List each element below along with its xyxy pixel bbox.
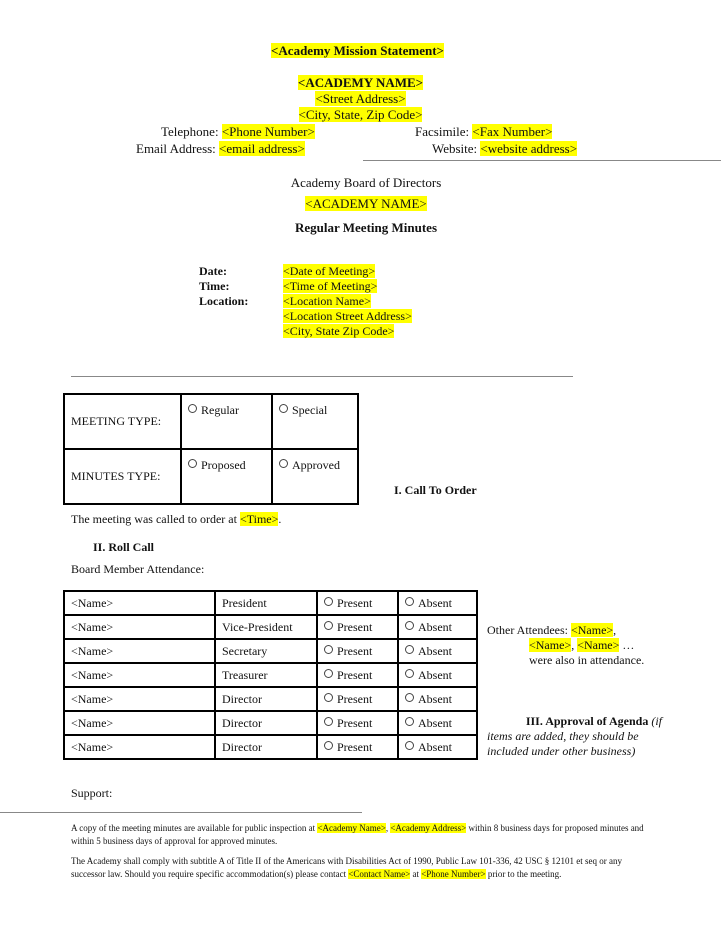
roll-call-row <box>64 615 477 639</box>
roll-call-table <box>63 590 478 760</box>
option-present[interactable]: Present <box>317 735 398 759</box>
agenda-heading: III. Approval of Agenda <box>525 714 649 728</box>
member-role: President <box>215 591 317 615</box>
city-state-zip: <City, State, Zip Code> <box>298 107 423 122</box>
minutes-type-label: MINUTES TYPE: <box>64 449 181 504</box>
roll-call-row <box>64 663 477 687</box>
academy-address-block <box>0 75 721 123</box>
roll-call-row <box>64 591 477 615</box>
radio-icon[interactable] <box>405 597 414 606</box>
member-role: Director <box>215 711 317 735</box>
radio-icon[interactable] <box>324 669 333 678</box>
member-name: <Name> <box>64 591 215 615</box>
footer-academy-name: <Academy Name> <box>317 823 386 833</box>
radio-icon[interactable] <box>279 459 288 468</box>
info-divider <box>71 376 573 377</box>
support-label: Support: <box>71 786 113 800</box>
option-absent[interactable]: Absent <box>398 687 477 711</box>
roll-call-row <box>64 735 477 759</box>
radio-icon[interactable] <box>324 645 333 654</box>
time-label: Time: <box>199 279 230 293</box>
radio-icon[interactable] <box>279 404 288 413</box>
call-to-order-heading: I. Call To Order <box>394 483 477 497</box>
radio-icon[interactable] <box>324 597 333 606</box>
radio-icon[interactable] <box>405 693 414 702</box>
telephone-value: <Phone Number> <box>221 124 315 139</box>
option-present[interactable]: Present <box>317 639 398 663</box>
date-label: Date: <box>199 264 227 278</box>
option-regular[interactable]: Regular <box>181 394 272 449</box>
radio-icon[interactable] <box>405 621 414 630</box>
telephone-line: Telephone: <Phone Number> <box>161 124 315 139</box>
attendee-name-3: <Name> <box>577 638 620 652</box>
radio-icon[interactable] <box>188 459 197 468</box>
minutes-title: Regular Meeting Minutes <box>294 220 438 235</box>
member-name: <Name> <box>64 735 215 759</box>
meeting-info-labels <box>199 264 248 309</box>
option-absent[interactable]: Absent <box>398 615 477 639</box>
option-absent[interactable]: Absent <box>398 735 477 759</box>
member-name: <Name> <box>64 639 215 663</box>
member-name: <Name> <box>64 615 215 639</box>
location-street: <Location Street Address> <box>283 309 412 323</box>
option-absent[interactable]: Absent <box>398 591 477 615</box>
agenda-note: items are added, they should be included under other business) <box>487 729 639 758</box>
radio-icon[interactable] <box>405 741 414 750</box>
radio-icon[interactable] <box>405 645 414 654</box>
footer-paragraph-2: The Academy shall comply with subtitle A of Title II of the Americans with Disabilities Act of 1990, Public Law 101-336, 42 USC § 12101 et seq or any successor law. Should you require specific accommodation(s) please contact <Contact Name> at <Phone Number> prior to the meeting. <box>71 856 622 879</box>
option-present[interactable]: Present <box>317 591 398 615</box>
mission-statement: <Academy Mission Statement> <box>271 43 444 58</box>
roll-call-row <box>64 687 477 711</box>
footer-phone-number: <Phone Number> <box>421 869 486 879</box>
radio-icon[interactable] <box>188 404 197 413</box>
option-present[interactable]: Present <box>317 615 398 639</box>
meeting-info-values <box>283 264 412 339</box>
option-approved[interactable]: Approved <box>272 449 358 504</box>
radio-icon[interactable] <box>324 621 333 630</box>
option-absent[interactable]: Absent <box>398 663 477 687</box>
attendee-name-1: <Name> <box>570 623 614 637</box>
option-absent[interactable]: Absent <box>398 639 477 663</box>
roll-call-row <box>64 711 477 735</box>
location-city: <City, State Zip Code> <box>283 324 395 338</box>
agenda-section: III. Approval of Agenda (if items are added, they should be included under other business) <box>487 714 662 758</box>
option-special[interactable]: Special <box>272 394 358 449</box>
website-value: <website address> <box>480 141 578 156</box>
member-role: Director <box>215 735 317 759</box>
attendance-label: Board Member Attendance: <box>71 562 205 576</box>
radio-icon[interactable] <box>324 717 333 726</box>
option-present[interactable]: Present <box>317 663 398 687</box>
website-line: Website: <website address> <box>432 141 578 156</box>
member-role: Treasurer <box>215 663 317 687</box>
board-line: Academy Board of Directors <box>290 175 442 190</box>
option-present[interactable]: Present <box>317 711 398 735</box>
member-role: Director <box>215 687 317 711</box>
facsimile-value: <Fax Number> <box>472 124 553 139</box>
title-academy-name: <ACADEMY NAME> <box>305 196 427 211</box>
radio-icon[interactable] <box>405 669 414 678</box>
member-name: <Name> <box>64 711 215 735</box>
roll-call-row <box>64 639 477 663</box>
header-divider <box>363 160 721 161</box>
facsimile-line: Facsimile: <Fax Number> <box>415 124 553 139</box>
option-proposed[interactable]: Proposed <box>181 449 272 504</box>
option-absent[interactable]: Absent <box>398 711 477 735</box>
member-name: <Name> <box>64 663 215 687</box>
member-role: Vice-President <box>215 615 317 639</box>
call-to-order-text: The meeting was called to order at <Time>. <box>71 512 282 526</box>
email-line: Email Address: <email address> <box>136 141 305 156</box>
radio-icon[interactable] <box>324 741 333 750</box>
date-value: <Date of Meeting> <box>283 264 376 278</box>
attendee-name-2: <Name> <box>529 638 572 652</box>
option-present[interactable]: Present <box>317 687 398 711</box>
member-name: <Name> <box>64 687 215 711</box>
email-value: <email address> <box>219 141 305 156</box>
footer-academy-address: <Academy Address> <box>390 823 467 833</box>
radio-icon[interactable] <box>405 717 414 726</box>
member-role: Secretary <box>215 639 317 663</box>
footer-contact-name: <Contact Name> <box>348 869 411 879</box>
roll-call-heading: II. Roll Call <box>93 540 155 554</box>
title-academy-name-wrap <box>0 196 721 212</box>
street-address: <Street Address> <box>315 91 406 106</box>
radio-icon[interactable] <box>324 693 333 702</box>
academy-name: <ACADEMY NAME> <box>297 75 424 90</box>
meeting-type-table <box>63 393 359 505</box>
location-label: Location: <box>199 294 249 308</box>
call-time: <Time> <box>239 512 279 526</box>
meeting-type-label: MEETING TYPE: <box>64 394 181 449</box>
footer-paragraph-1: A copy of the meeting minutes are available for public inspection at <Academy Name>, <Academy Address> within 8 business days for proposed minutes and within 5 business days of approval for approved minutes. <box>71 823 644 846</box>
footer-divider <box>0 812 362 813</box>
location-name: <Location Name> <box>283 294 371 308</box>
other-attendees: Other Attendees: <Name>, <Name>, <Name> … were also in attendance. <box>487 623 645 667</box>
time-value: <Time of Meeting> <box>283 279 378 293</box>
